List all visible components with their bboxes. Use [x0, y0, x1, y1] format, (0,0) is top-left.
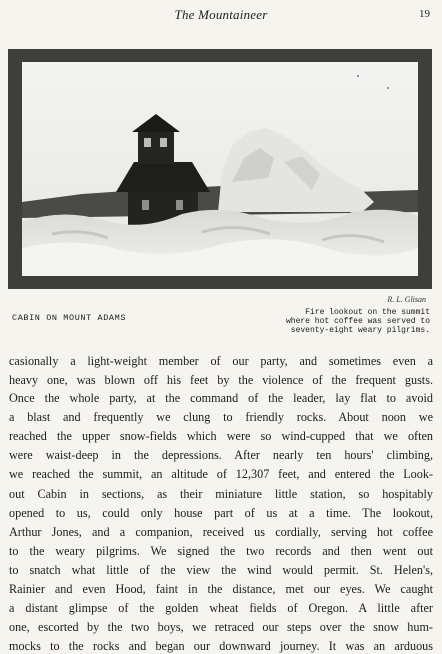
body-line: were waist-deep in the depressions. After nearly ten hours' climbing,: [9, 448, 433, 462]
cabin-photo: [22, 62, 418, 276]
caption-line: Fire lookout on the summit: [305, 308, 430, 317]
page-header-title: The Mountaineer: [174, 7, 268, 22]
body-line: mocks to the rocks and began our downward journey. It was an arduous: [9, 639, 433, 653]
photo-frame: [8, 49, 432, 289]
body-line: to the weary pilgrims. We signed the two records and then went out: [9, 544, 433, 558]
body-line: opened to us, could only house part of us at a time. The lookout,: [9, 506, 433, 520]
body-line: casionally a light-weight member of our party, and sometimes even a: [9, 354, 433, 368]
body-line: Once the whole party, at the command of the leader, lay flat to avoid: [9, 391, 433, 405]
body-line: reached the upper snow-fields which were so wind-cupped that we often: [9, 429, 433, 443]
photo-caption-description: [266, 308, 430, 335]
body-line: heavy one, was blown off his feet by the violence of the frequent gusts.: [9, 373, 433, 387]
caption-line: seventy-eight weary pilgrims.: [290, 326, 430, 335]
page-number: 19: [419, 8, 430, 20]
photo-caption-title: CABIN ON MOUNT ADAMS: [12, 313, 127, 323]
caption-line: where hot coffee was served to: [285, 317, 430, 326]
body-line: we reached the summit, an altitude of 12,307 feet, and entered the Look-: [9, 467, 433, 481]
body-line: to snatch what little of the view the wind would permit. St. Helen's,: [9, 563, 433, 577]
body-line: a distant glimpse of the golden wheat fields of Oregon. A little after: [9, 601, 433, 615]
body-line: one, escorted by the two boys, we retraced our steps over the snow hum-: [9, 620, 433, 634]
body-line: Rainier and even Hood, faint in the distance, met our eyes. We caught: [9, 582, 433, 596]
photo-credit: R. L. Glisan: [387, 295, 426, 304]
body-line: a blast and frequently we clung to friendly rocks. About noon we: [9, 410, 433, 424]
body-line: out Cabin in sections, as their miniature little station, so hospitably: [9, 487, 433, 501]
body-line: Arthur Jones, and a companion, received us cordially, serving hot coffee: [9, 525, 433, 539]
